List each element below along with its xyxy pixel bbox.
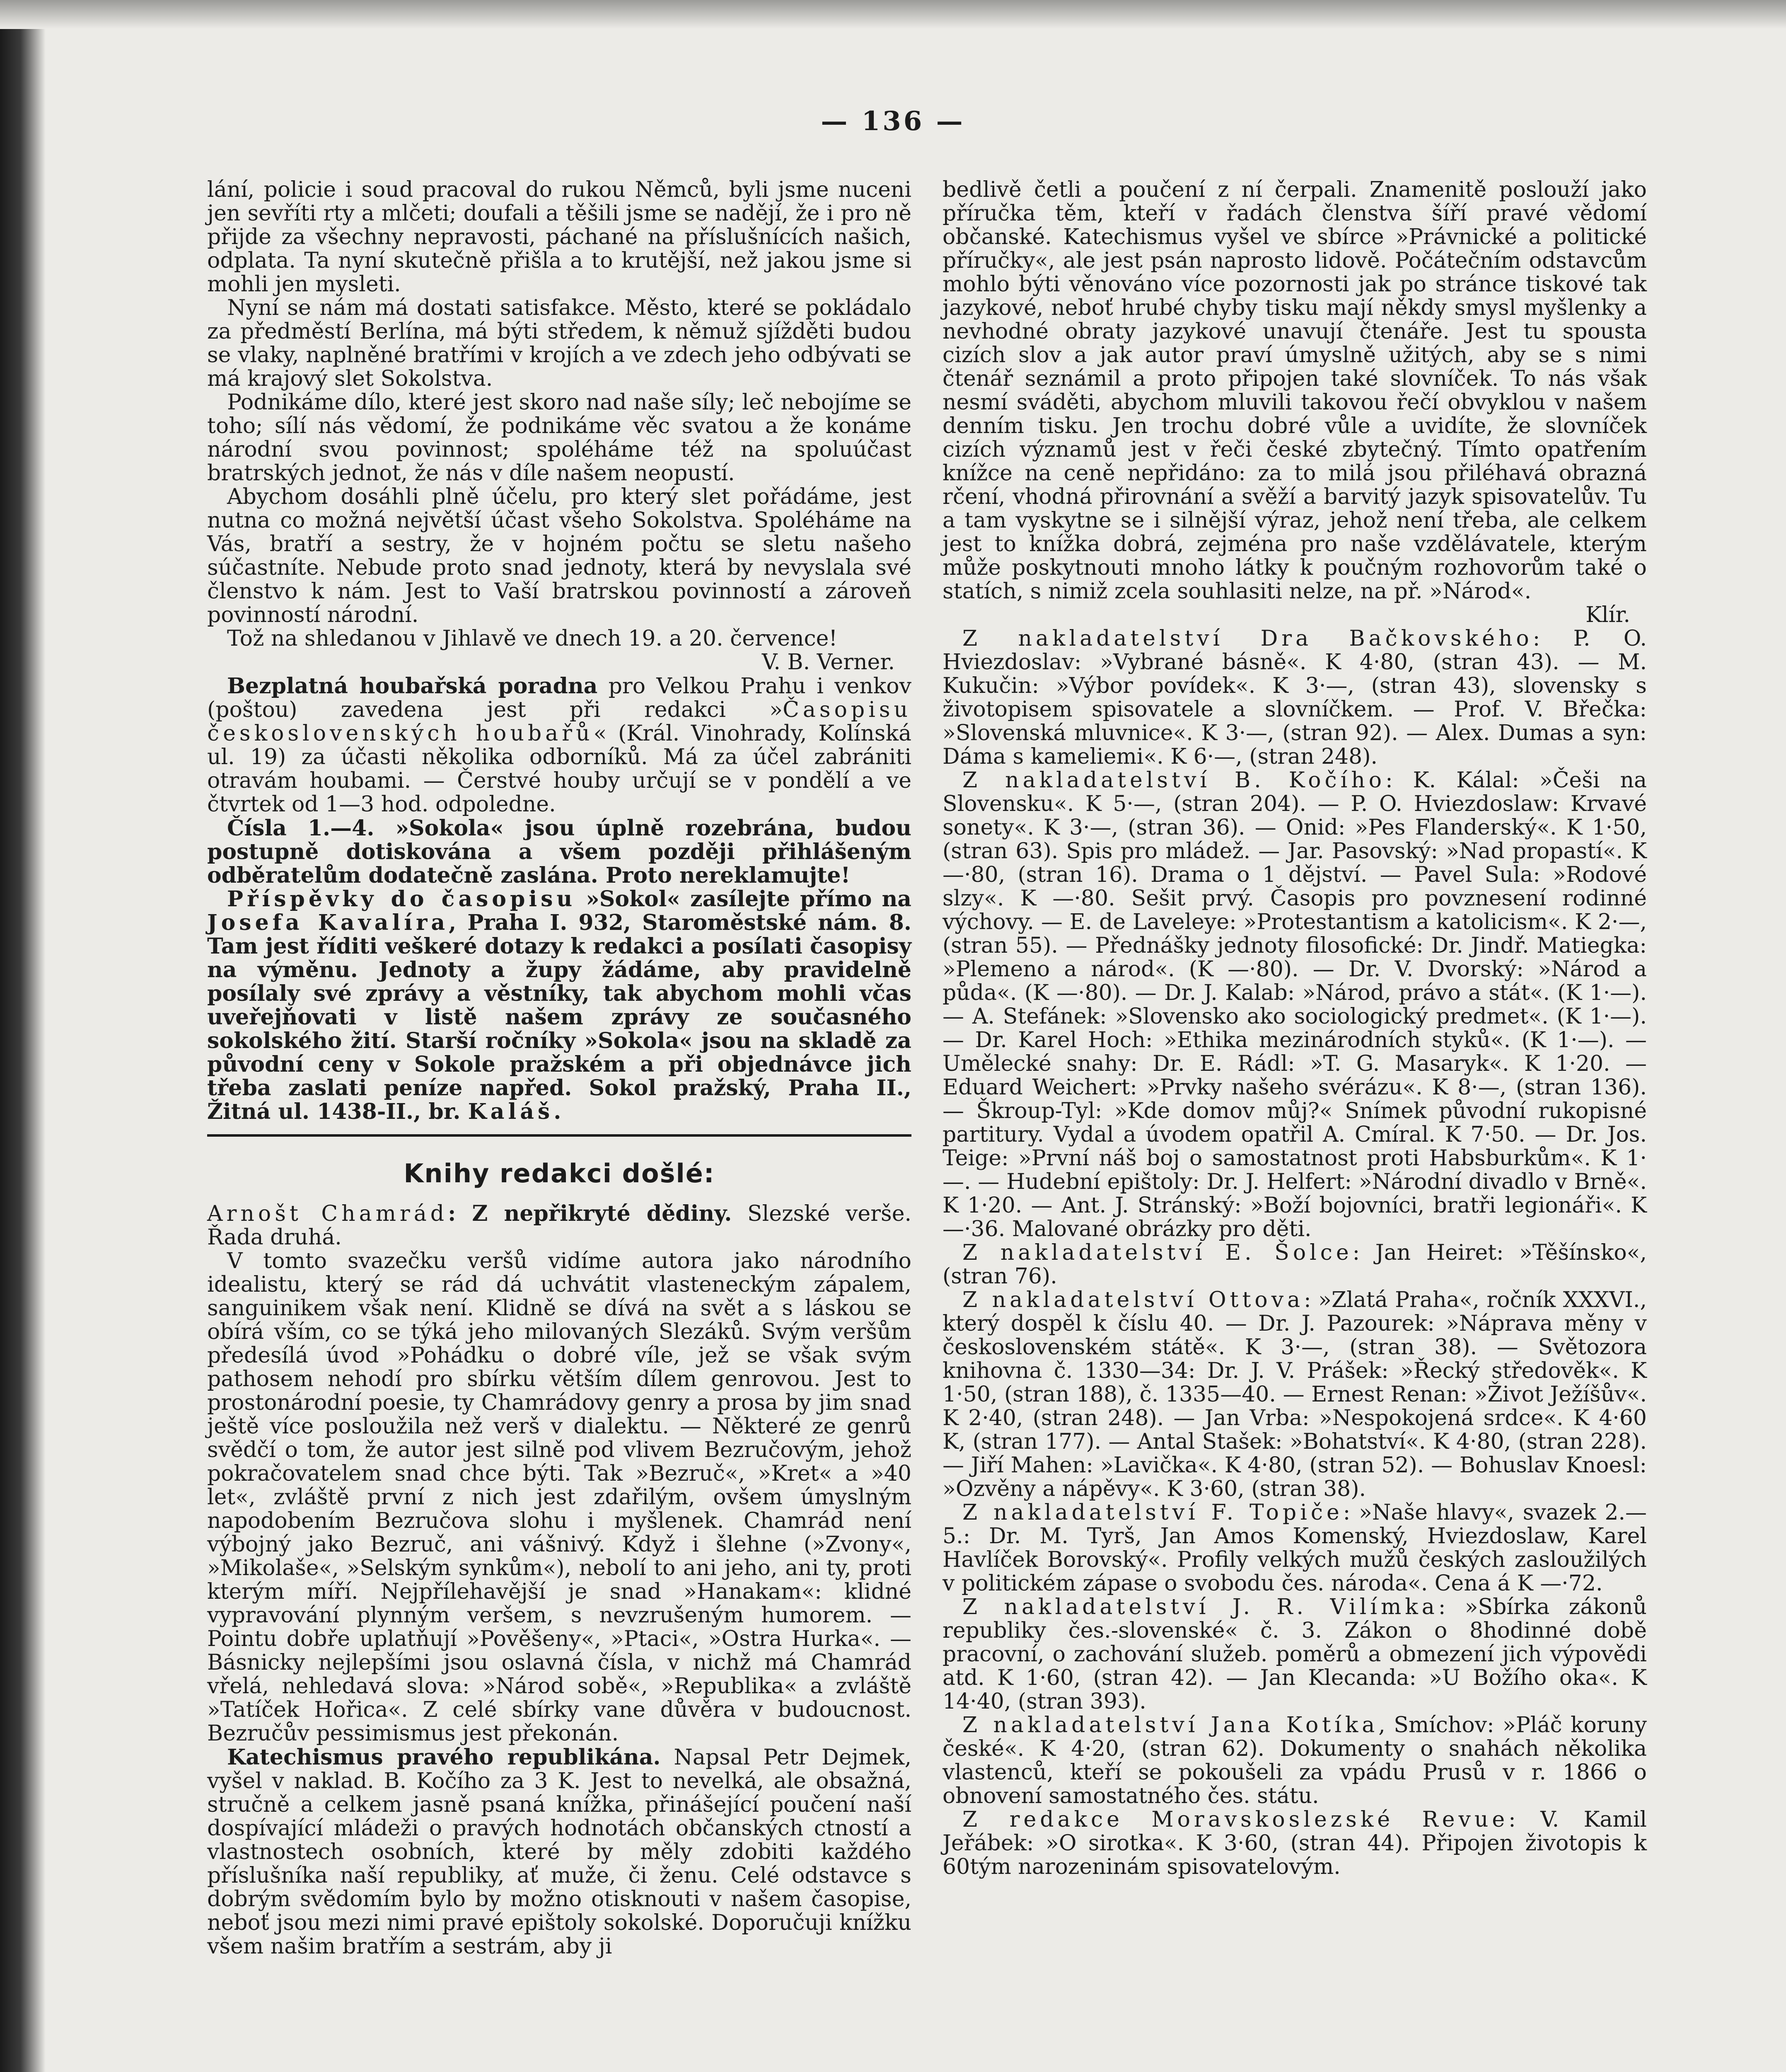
publisher-label: Z nakladatelství J. R. Vilímka (962, 1595, 1438, 1619)
issues-notice: Čísla 1.—4. »Sokola« jsou úplně rozebrána, budou postupně dotiskována a všem později přihlášeným odběratelům dodatečně zaslána. Proto nereklamujte! (207, 816, 911, 888)
publisher-entry (943, 1808, 1647, 1879)
contributions-text: , Praha I. 932, Staroměstské nám. 8. Tam jest říditi veškeré dotazy k redakci a posílati časopisy na výměnu. Jednoty a župy žádáme, aby pravidelně posílaly své zprávy a věstníky, tak abychom mohli včas uveřejňovati v listě našem zprávy ze současného sokolského žití. Starší ročníky »Sokola« jsou na skladě za původní ceny v Sokole pražském a při objednávce jich třeba zaslati peníze napřed. Sokol pražský, Praha II., Žitná ul. 1438-II., br. (207, 910, 911, 1124)
article-signature: V. B. Verner. (761, 650, 895, 675)
publisher-entry (943, 1714, 1647, 1808)
contributions-heading: Příspěvky do časopisu (227, 886, 576, 912)
publisher-entry (943, 627, 1647, 769)
mushroom-notice-journal: Časopisu československých houbařů (207, 697, 911, 746)
publisher-label: Z nakladatelství Dra Bačkovského (962, 626, 1533, 651)
book-review-continued: bedlivě četli a poučení z ní čerpali. Znamenitě poslouží jako příručka těm, kteří v řadách členstva šíří pravé vědomí občanské. Katechismus vyšel ve sbírce »Právnické a politické příručky«, ale jest psán naprosto lidově. Počátečním odstavcům mohlo býti věnováno více pozornosti jak po stránce tiskové tak jazykové, neboť hrubé chyby tisku mají někdy smysl myšlenky a nevhodné obraty jazykové unavují čtenáře. Jest tu spousta cizích slov a jak autor praví úmyslně užitých, aby se s nimi čtenář seznámil a proto připojen také slovníček. To nás však nesmí sváděti, abychom mluvili takovou řečí obvyklou v našem denním tisku. Jen trochu dobré vůle a uvidíte, že slovníček cizích významů jest v řeči české zbytečný. Tímto opatřením knížce na ceně nepřidáno: za to milá jsou přiléhavá obrazná rčení, vhodná přirovnání a svěží a barvitý jazyk spisovatelův. Tu a tam vyskytne se i silnější výraz, jehož není třeba, ale celkem jest to knížka dobrá, zejména pro naše vzdělávatele, kterým může poskytnouti mnoho látky k poučným rozhovorům také o statích, s nimiž zcela souhlasiti nelze, na př. »Národ«. (943, 177, 1647, 604)
book-entry-chamrad (207, 1202, 911, 1249)
publisher-entry (943, 769, 1647, 1241)
book-review: V tomto svazečku veršů vidíme autora jako národního idealistu, který se rád dá uchvátit vlasteneckým zápalem, sanguinikem však není. Klidně se dívá na svět a s láskou se obírá vším, co se týká jeho milovaných Slezáků. Svým veršům předesílá úvod »Pohádku o dobré víle, jež se však svým pathosem nehodí pro sbírku větším dílem genrovou. Jest to prostonárodní poesie, ty Chamrádovy genry a prosa by jim snad ještě více posloužila než verš v dialektu. — Některé ze genrů svědčí o tom, že autor jest silně pod vlivem Bezručovým, jehož pokračovatelem snad chce býti. Tak »Bezruč«, »Kret« a »40 let«, zvláště první z nich jest zdařilým, ovšem úmyslným napodobením Bezručova slohu i myšlenek. Chamrád není výbojný jako Bezruč, ani vášnivý. Když i šlehne (»Zvony«, »Mikolaše«, »Selským synkům«), nebolí to ani jeho, ani ty, proti kterým míří. Nejpřílehavější je snad »Hanakam«: klidné vypravování plynným veršem, s nevzrušeným humorem. — Pointu dobře uplatňují »Pověšeny«, »Ptaci«, »Ostra Hurka«. — Básnicky nejlepšími jsou oslavná čísla, v nichž má Chamrád vřelá, nehledavá slova: »Národ sobě«, »Republika« a zvláště »Tatíček Hořica«. Z celé sbírky vane důvěra v budoucnost. Bezručův pessimismus jest překonán. (207, 1249, 911, 1746)
publisher-label: Z nakladatelství E. Šolce (962, 1240, 1353, 1265)
contributions-signer: Kaláš (468, 1099, 554, 1124)
publisher-text: : P. O. Hviezdoslav: »Vybrané básně«. K 4·80, (stran 43). — M. Kukučin: »Výbor povídek«. K 3·—, (stran 43), slovensky s životopisem spisovatele a slovníčkem. — Prof. V. Břečka: »Slovenská mluvnice«. K 3·—, (stran 92). — Alex. Dumas a syn: Dáma s kameliemi«. K 6·—, (stran 248). (943, 626, 1647, 769)
book-title: : Z nepřikryté dědiny. (448, 1201, 732, 1226)
section-divider (207, 1134, 911, 1137)
mushroom-notice-heading: Bezplatná houbařská poradna (227, 673, 598, 699)
article-paragraph: Abychom dosáhli plně účelu, pro který slet pořádáme, jest nutna co možná největší účast všeho Sokolstva. Spoléháme na Vás, bratří a sestry, že v hojném počtu se sletu našeho súčastníte. Nebude proto snad jednoty, která by nevyslala své členstvo k nám. Jest to Vaší bratrskou povinností a zároveň povinností národní. (207, 484, 911, 627)
publisher-entry (943, 1501, 1647, 1595)
publisher-label: Z redakce Moravskoslezské Revue (962, 1807, 1509, 1832)
mushroom-notice-text: « (Král. Vinohrady, Kolínská ul. 19) za účasti několika odborníků. Má za účel zabrániti otravám houbami. — Čerstvé houby určují se v pondělí a ve čtvrtek od 1—3 hod. odpoledne. (207, 721, 911, 817)
publisher-label: Z nakladatelství Ottova (962, 1288, 1304, 1312)
publisher-entry (943, 1595, 1647, 1714)
article-paragraph: Podnikáme dílo, které jest skoro nad naše síly; leč nebojíme se toho; sílí nás vědomí, že podnikáme věc svatou a že konáme národní svou povinnost; spoléháme též na spoluúčast bratrských jednot, že nás v díle našem neopustí. (207, 390, 911, 486)
contributions-editor: Josefa Kavalíra (207, 910, 449, 935)
publisher-entry (943, 1241, 1647, 1288)
mushroom-notice-text: pro Velkou Prahu i venkov (poštou) zavedena jest při redakci » (207, 674, 911, 722)
publisher-label: Z nakladatelství B. Kočího (962, 768, 1386, 793)
scan-edge-left (0, 0, 46, 2072)
publisher-text: : Jan Heiret: »Těšínsko«, (stran 76). (943, 1240, 1647, 1289)
books-section-heading: Knihy redakci došlé: (404, 1158, 715, 1188)
publisher-label: Z nakladatelství F. Topiče (962, 1500, 1343, 1525)
left-column (207, 178, 911, 1958)
book-subtitle: Slezské verše. Řada druhá. (207, 1201, 911, 1250)
mushroom-notice (207, 674, 911, 816)
article-paragraph: Tož na shledanou v Jihlavě ve dnech 19. a 20. července! (227, 626, 838, 651)
article-paragraph: Nyní se nám má dostati satisfakce. Město, které se pokládalo za předměstí Berlína, má býti středem, k němuž sjížděti budou se vlaky, naplněné bratřími v krojích a ve zdech jeho odbývati se má krajový slet Sokolstva. (207, 295, 911, 391)
publisher-text: : »Zlatá Praha«, ročník XXXVI., který dospěl k číslu 40. — Dr. J. Pazourek: »Náprava měny v československém státě«. K 3·—, (stran 38). — Světozora knihovna č. 1330—34: Dr. J. V. Prášek: »Řecký středověk«. K 1·50, (stran 188), č. 1335—40. — Ernest Renan: »Život Ježíšův«. K 2·40, (stran 248). — Jan Vrba: »Nespokojená srdce«. K 4·60 K, (stran 177). — Antal Stašek: »Bohatství«. K 4·80, (stran 228). — Jiří Mahen: »Lavička«. K 4·80, (stran 52). — Bohuslav Knoesl: »Ozvěny a nápěvy«. K 3·60, (stran 38). (943, 1288, 1647, 1501)
book-title: Katechismus pravého republikána. (227, 1745, 661, 1770)
contributions-text: . (553, 1099, 561, 1124)
publisher-text: : K. Kálal: »Češi na Slovensku«. K 5·—, (stran 204). — P. O. Hviezdoslaw: Krvavé sonety«. K 3·—, (stran 36). — Onid: »Pes Flanderský«. K 1·50, (stran 63). Spis pro mládež. — Jar. Pasovský: »Nad propastí«. K —·80, (stran 16). Drama o 1 dějství. — Pavel Sula: »Rodové slzy«. K —·80. Sešit prvý. Časopis pro povznesení rodinné výchovy. — E. de Laveleye: »Protestantism a katolicism«. K 2·—, (stran 55). — Přednášky jednoty filosofické: Dr. Jindř. Matiegka: »Plemeno a národ«. (K —·80). — Dr. V. Dvorský: »Národ a půda«. (K —·80). — Dr. J. Kalab: »Národ, právo a stát«. (K 1·—). — A. Stefánek: »Slovensko ako sociologický predmet«. (K 1·—). — Dr. Karel Hoch: »Ethika mezinárodních styků«. (K 1·—). — Umělecké snahy: Dr. E. Rádl: »T. G. Masaryk«. K 1·20. — Eduard Weichert: »Prvky našeho svérázu«. K 8·—, (stran 136). — Škroup-Tyl: »Kde domov můj?« Snímek původní rukopisné partitury. Vydal a úvodem opatřil A. Cmíral. K 7·50. — Dr. Jos. Teige: »První náš boj o samostatnost proti Habsburkům«. K 1·—. — Hudební epištoly: Dr. J. Helfert: »Národní divadlo v Brně«. K 1·20. — Ant. J. Stránský: »Boží bojovníci, bratři legionáři«. K —·36. Malované obrázky pro děti. (943, 768, 1647, 1242)
scan-edge-top (0, 0, 1786, 29)
publisher-label: Z nakladatelství Jana Kotíka (962, 1713, 1379, 1738)
publisher-text: : »Naše hlavy«, svazek 2.—5.: Dr. M. Tyrš, Jan Amos Komenský, Hviezdoslaw, Karel Havlíček Borovský«. Profily velkých mužů českých zasloužilých v politickém zápase o svobodu čes. národa«. Cena á K —·72. (943, 1500, 1647, 1596)
book-author: Arnošt Chamrád (207, 1201, 448, 1226)
article-paragraph: lání, policie i soud pracoval do rukou Němců, byli jsme nuceni jen sevříti rty a mlčeti; doufali a těšili jsme se nadějí, že i pro ně přijde za všechny nepravosti, páchané na příslušnících našich, odplata. Ta nyní skutečně přišla a to krutější, než jakou jsme si mohli jen mysleti. (207, 177, 911, 297)
book-entry-katechismus (207, 1745, 911, 1958)
publisher-text: : V. Kamil Jeřábek: »O sirotka«. K 3·60, (stran 44). Připojen životopis k 60tým narozeninám spisovatelovým. (943, 1807, 1647, 1879)
review-signature: Klír. (1585, 603, 1630, 627)
page-number: — 136 — (821, 106, 965, 137)
publisher-text: , Smíchov: »Pláč koruny české«. K 4·20, (stran 62). Dokumenty o snahách několika vlastenců, kteří se pokoušeli za vpádu Prusů v r. 1866 o obnovení samostatného čes. státu. (943, 1713, 1647, 1808)
contributions-notice (207, 887, 911, 1123)
right-column (943, 178, 1647, 1879)
publisher-text: : »Sbírka zákonů republiky čes.-slovenské« č. 3. Zákon o 8hodinné době pracovní, o zachování služeb. poměrů a obmezení jich výpovědi atd. K 1·60, (stran 42). — Jan Klecanda: »U Božího oka«. K 14·40, (stran 393). (943, 1595, 1647, 1714)
book-review: Napsal Petr Dejmek, vyšel v naklad. B. Kočího za 3 K. Jest to nevelká, ale obsažná, stručně a celkem jasně psaná knížka, přinášející poučení naší dospívající mládeži o pravých hodnotách občanských ctností a vlastnostech osobních, které by měly zdobiti každého příslušníka naší republiky, ať muže, či ženu. Celé odstavce s dobrým svědomím bylo by možno otisknouti v našem časopise, neboť jsou mezi nimi pravé epištoly sokolské. Doporučuji knížku všem našim bratřím a sestrám, aby ji (207, 1745, 911, 1959)
contributions-text: »Sokol« zasílejte přímo na (576, 886, 911, 912)
publisher-entry (943, 1288, 1647, 1501)
